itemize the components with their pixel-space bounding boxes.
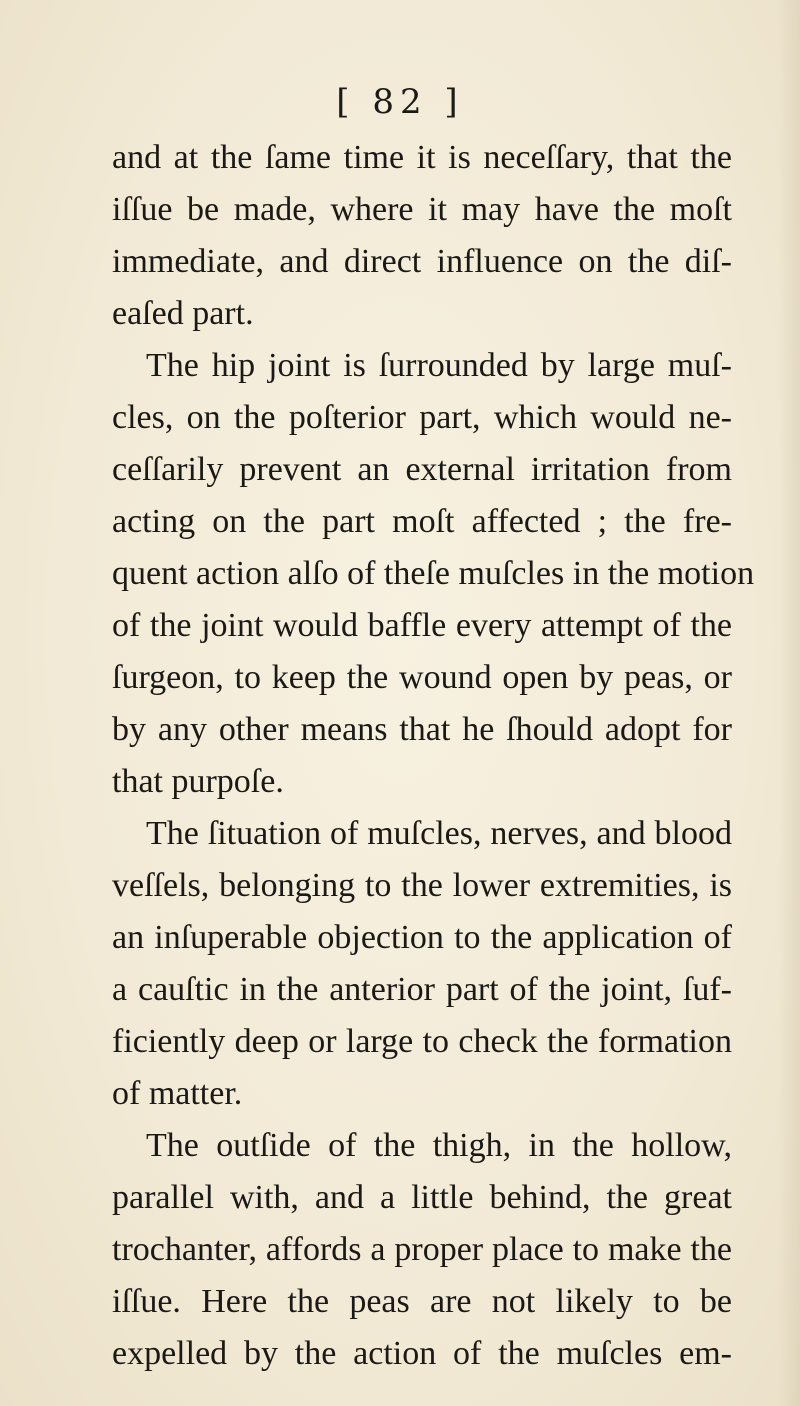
text-line: iſſue. Here the peas are not likely to be [112,1283,732,1320]
text-line: eaſed part. [112,295,254,332]
text-line: veſſels, belonging to the lower extremities, is [112,867,732,904]
text-line: that purpoſe. [112,763,284,800]
text-line: an inſuperable objection to the application of [112,919,732,956]
text-line: of matter. [112,1075,243,1112]
text-line: acting on the part moſt affected ; the fre- [112,503,732,540]
text-line: of the joint would baffle every attempt of the [112,607,732,644]
text-line: The outſide of the thigh, in the hollow, [146,1127,732,1164]
text-line: ficiently deep or large to check the formation [112,1023,732,1060]
text-line: The hip joint is ſurrounded by large muſ- [146,347,732,384]
body-text [112,132,755,1380]
page-edge-shadow [778,0,800,1406]
text-line: a cauſtic in the anterior part of the joint, ſuf- [112,971,732,1008]
text-line: ſurgeon, to keep the wound open by peas, or [112,659,732,696]
page-number: [ 82 ] [336,82,464,122]
text-line: by any other means that he ſhould adopt for [112,711,732,748]
text-line: trochanter, affords a proper place to make the [112,1231,732,1268]
text-line: The ſituation of muſcles, nerves, and blood [146,815,732,852]
text-line: immediate, and direct influence on the diſ- [112,243,732,280]
text-line: and at the ſame time it is neceſſary, that the [112,139,732,176]
text-line: cles, on the poſterior part, which would ne- [112,399,732,436]
text-line: parallel with, and a little behind, the great [112,1179,732,1216]
text-line: iſſue be made, where it may have the moſt [112,191,732,228]
text-line: ceſſarily prevent an external irritation from [112,451,732,488]
text-line: quent action alſo of theſe muſcles in the motion [112,555,755,592]
text-line: expelled by the action of the muſcles em- [112,1335,732,1372]
